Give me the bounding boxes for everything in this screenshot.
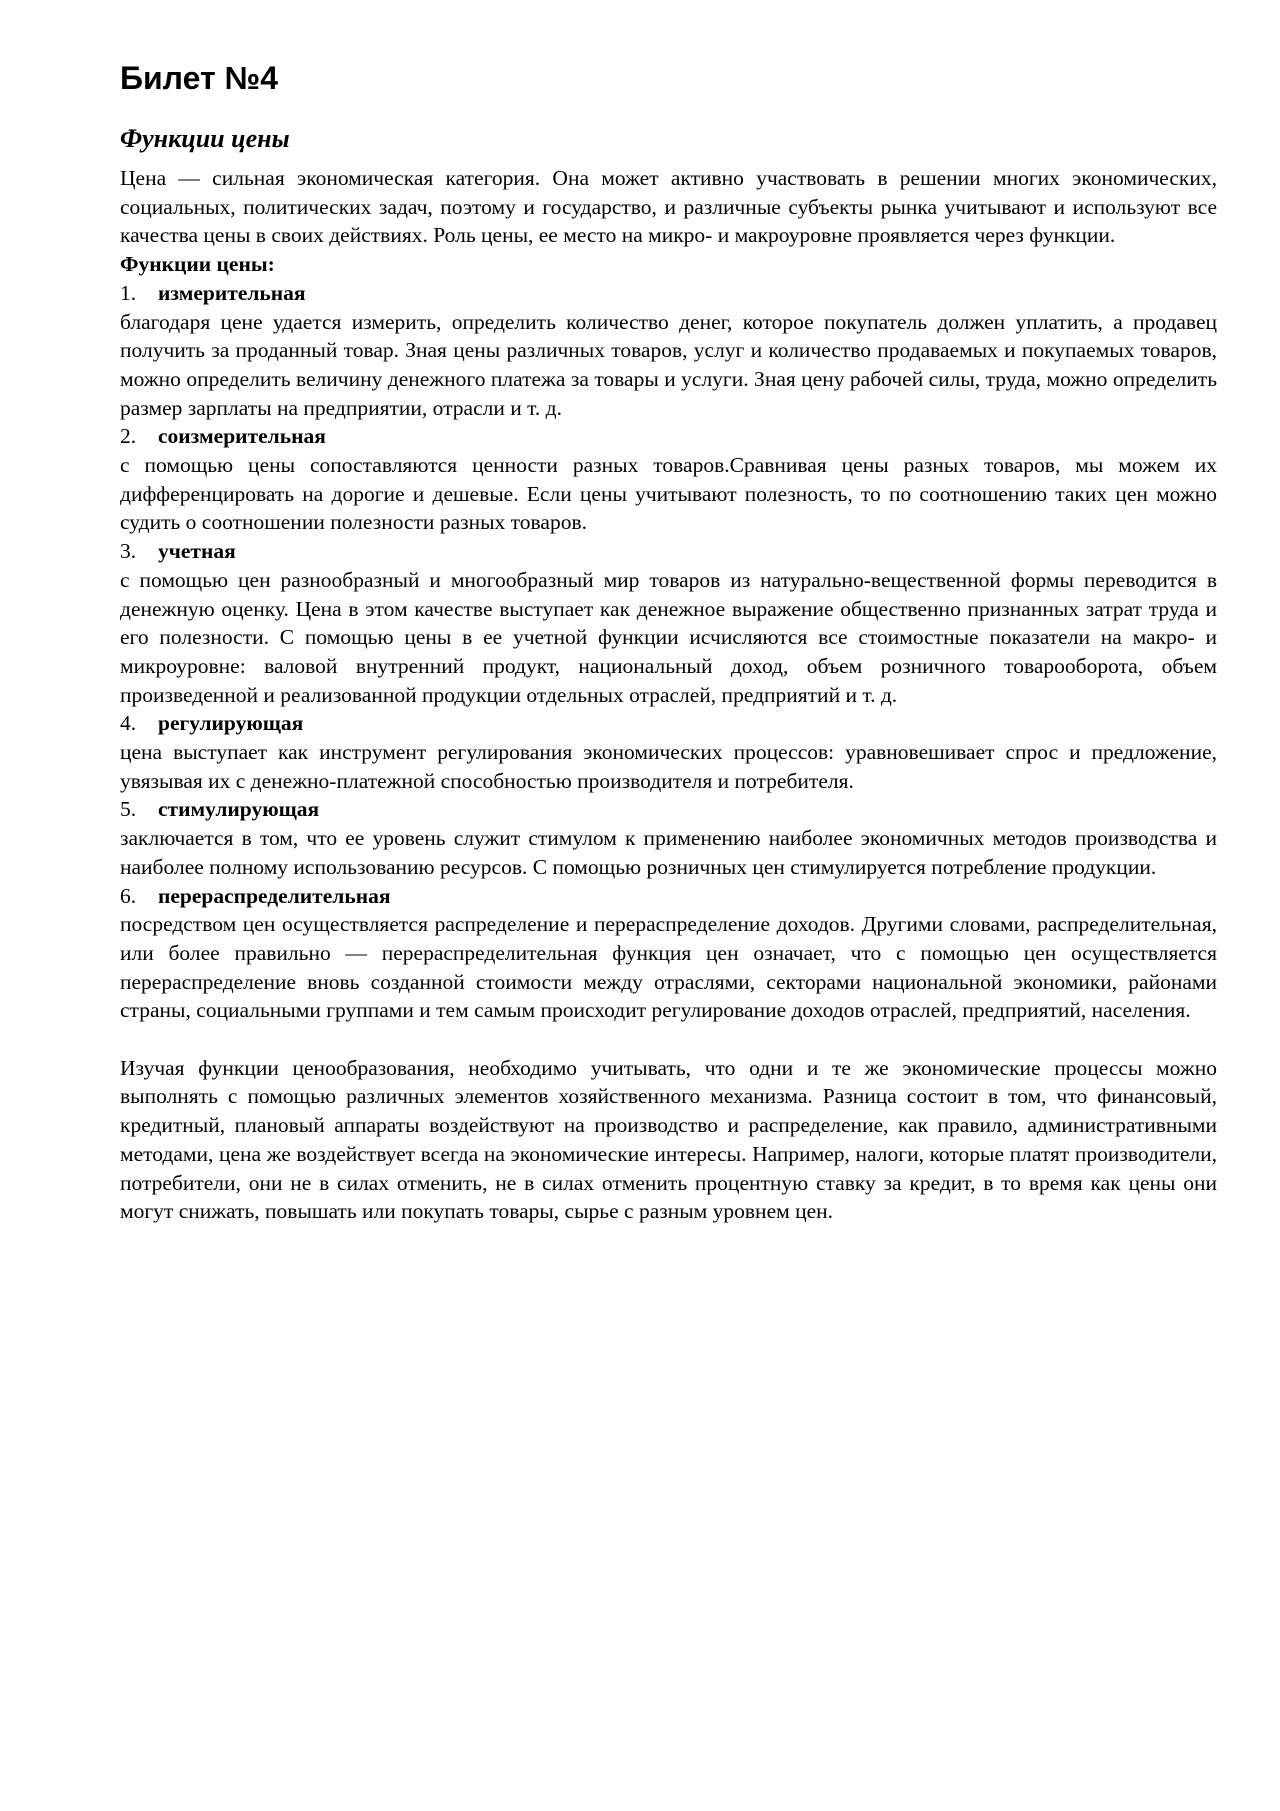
function-number: 2. xyxy=(120,424,137,449)
function-item-6 xyxy=(120,882,1217,1026)
function-number: 1. xyxy=(120,280,137,305)
function-name: стимулирующая xyxy=(158,797,320,822)
conclusion-paragraph: Изучая функции ценообразования, необходимо учитывать, что одни и те же экономические процессы можно выполнять с помощью различных элементов хозяйственного механизма. Разница состоит в том, что финансовый, кредитный, плановый аппараты воздействуют на производство и распределение, как правило, административными методами, цена же воздействует всегда на экономические интересы. Например, налоги, которые платят производители, потребители, они не в силах отменить, не в силах отменить процентную ставку за кредит, в то время как цены они могут снижать, повышать или покупать товары, сырье с разным уровнем цен. xyxy=(120,1055,1217,1224)
function-number: 5. xyxy=(120,797,137,822)
function-description: благодаря цене удается измерить, определить количество денег, которое покупатель должен уплатить, а продавец получить за проданный товар. Зная цены различных товаров, услуг и количество продаваемых и покупаемых товаров, можно определить величину денежного платежа за товары и услуги. Зная цену рабочей силы, труда, можно определить размер зарплаты на предприятии, отрасли и т. д. xyxy=(120,309,1217,420)
function-description: посредством цен осуществляется распределение и перераспределение доходов. Другими словами, распределительная, или более правильно — перераспределительная функция цен означает, что с помощью цен осуществляется перераспределение вновь созданной стоимости между отраслями, секторами национальной экономики, районами страны, социальными группами и тем самым происходит регулирование доходов отраслей, предприятий, населения. xyxy=(120,912,1217,1023)
function-description: заключается в том, что ее уровень служит стимулом к применению наиболее экономичных методов производства и наиболее полному использованию ресурсов. С помощью розничных цен стимулируется потребление продукции. xyxy=(120,826,1217,879)
function-title xyxy=(120,882,1217,911)
section-title: Функции цены xyxy=(120,124,290,153)
function-title xyxy=(120,795,1217,824)
ticket-title: Билет №4 xyxy=(120,60,278,96)
function-title xyxy=(120,279,1217,308)
function-name: соизмерительная xyxy=(158,424,326,449)
function-number: 4. xyxy=(120,711,137,736)
function-title xyxy=(120,537,1217,566)
function-description: с помощью цен разнообразный и многообразный мир товаров из натурально-вещественной формы переводится в денежную оценку. Цена в этом качестве выступает как денежное выражение общественно признанных затрат труда и его полезности. С помощью цены в ее учетной функции исчисляются все стоимостные показатели на макро- и микроуровне: валовой внутренний продукт, национальный доход, объем розничного товарооборота, объем произведенной и реализованной продукции отдельных отраслей, предприятий и т. д. xyxy=(120,567,1217,707)
function-item-4 xyxy=(120,709,1217,795)
function-number: 3. xyxy=(120,539,137,564)
function-description: с помощью цены сопоставляются ценности разных товаров.Сравнивая цены разных товаров, мы можем их дифференцировать на дорогие и дешевые. Если цены учитывают полезность, то по соотношению таких цен можно судить о соотношении полезности разных товаров. xyxy=(120,453,1217,535)
intro-paragraph: Цена — сильная экономическая категория. Она может активно участвовать в решении многих экономических, социальных, политических задач, поэтому и государство, и различные субъекты рынка учитывают и используют все качества цены в своих действиях. Роль цены, ее место на микро- и макроуровне проявляется через функции. xyxy=(120,166,1217,248)
function-item-3 xyxy=(120,537,1217,709)
function-name: учетная xyxy=(158,539,236,564)
function-name: измерительная xyxy=(158,280,306,305)
function-title xyxy=(120,422,1217,451)
functions-list-heading: Функции цены: xyxy=(120,252,275,277)
function-title xyxy=(120,709,1217,738)
function-name: перераспределительная xyxy=(158,883,391,908)
function-name: регулирующая xyxy=(158,711,304,736)
document-page xyxy=(120,0,1217,1226)
function-item-2 xyxy=(120,422,1217,537)
function-item-5 xyxy=(120,795,1217,881)
function-description: цена выступает как инструмент регулирования экономических процессов: уравновешивает спрос и предложение, увязывая их с денежно-платежной способностью производителя и потребителя. xyxy=(120,740,1217,793)
function-number: 6. xyxy=(120,883,137,908)
function-item-1 xyxy=(120,279,1217,423)
paragraph-spacer xyxy=(120,1025,1217,1054)
